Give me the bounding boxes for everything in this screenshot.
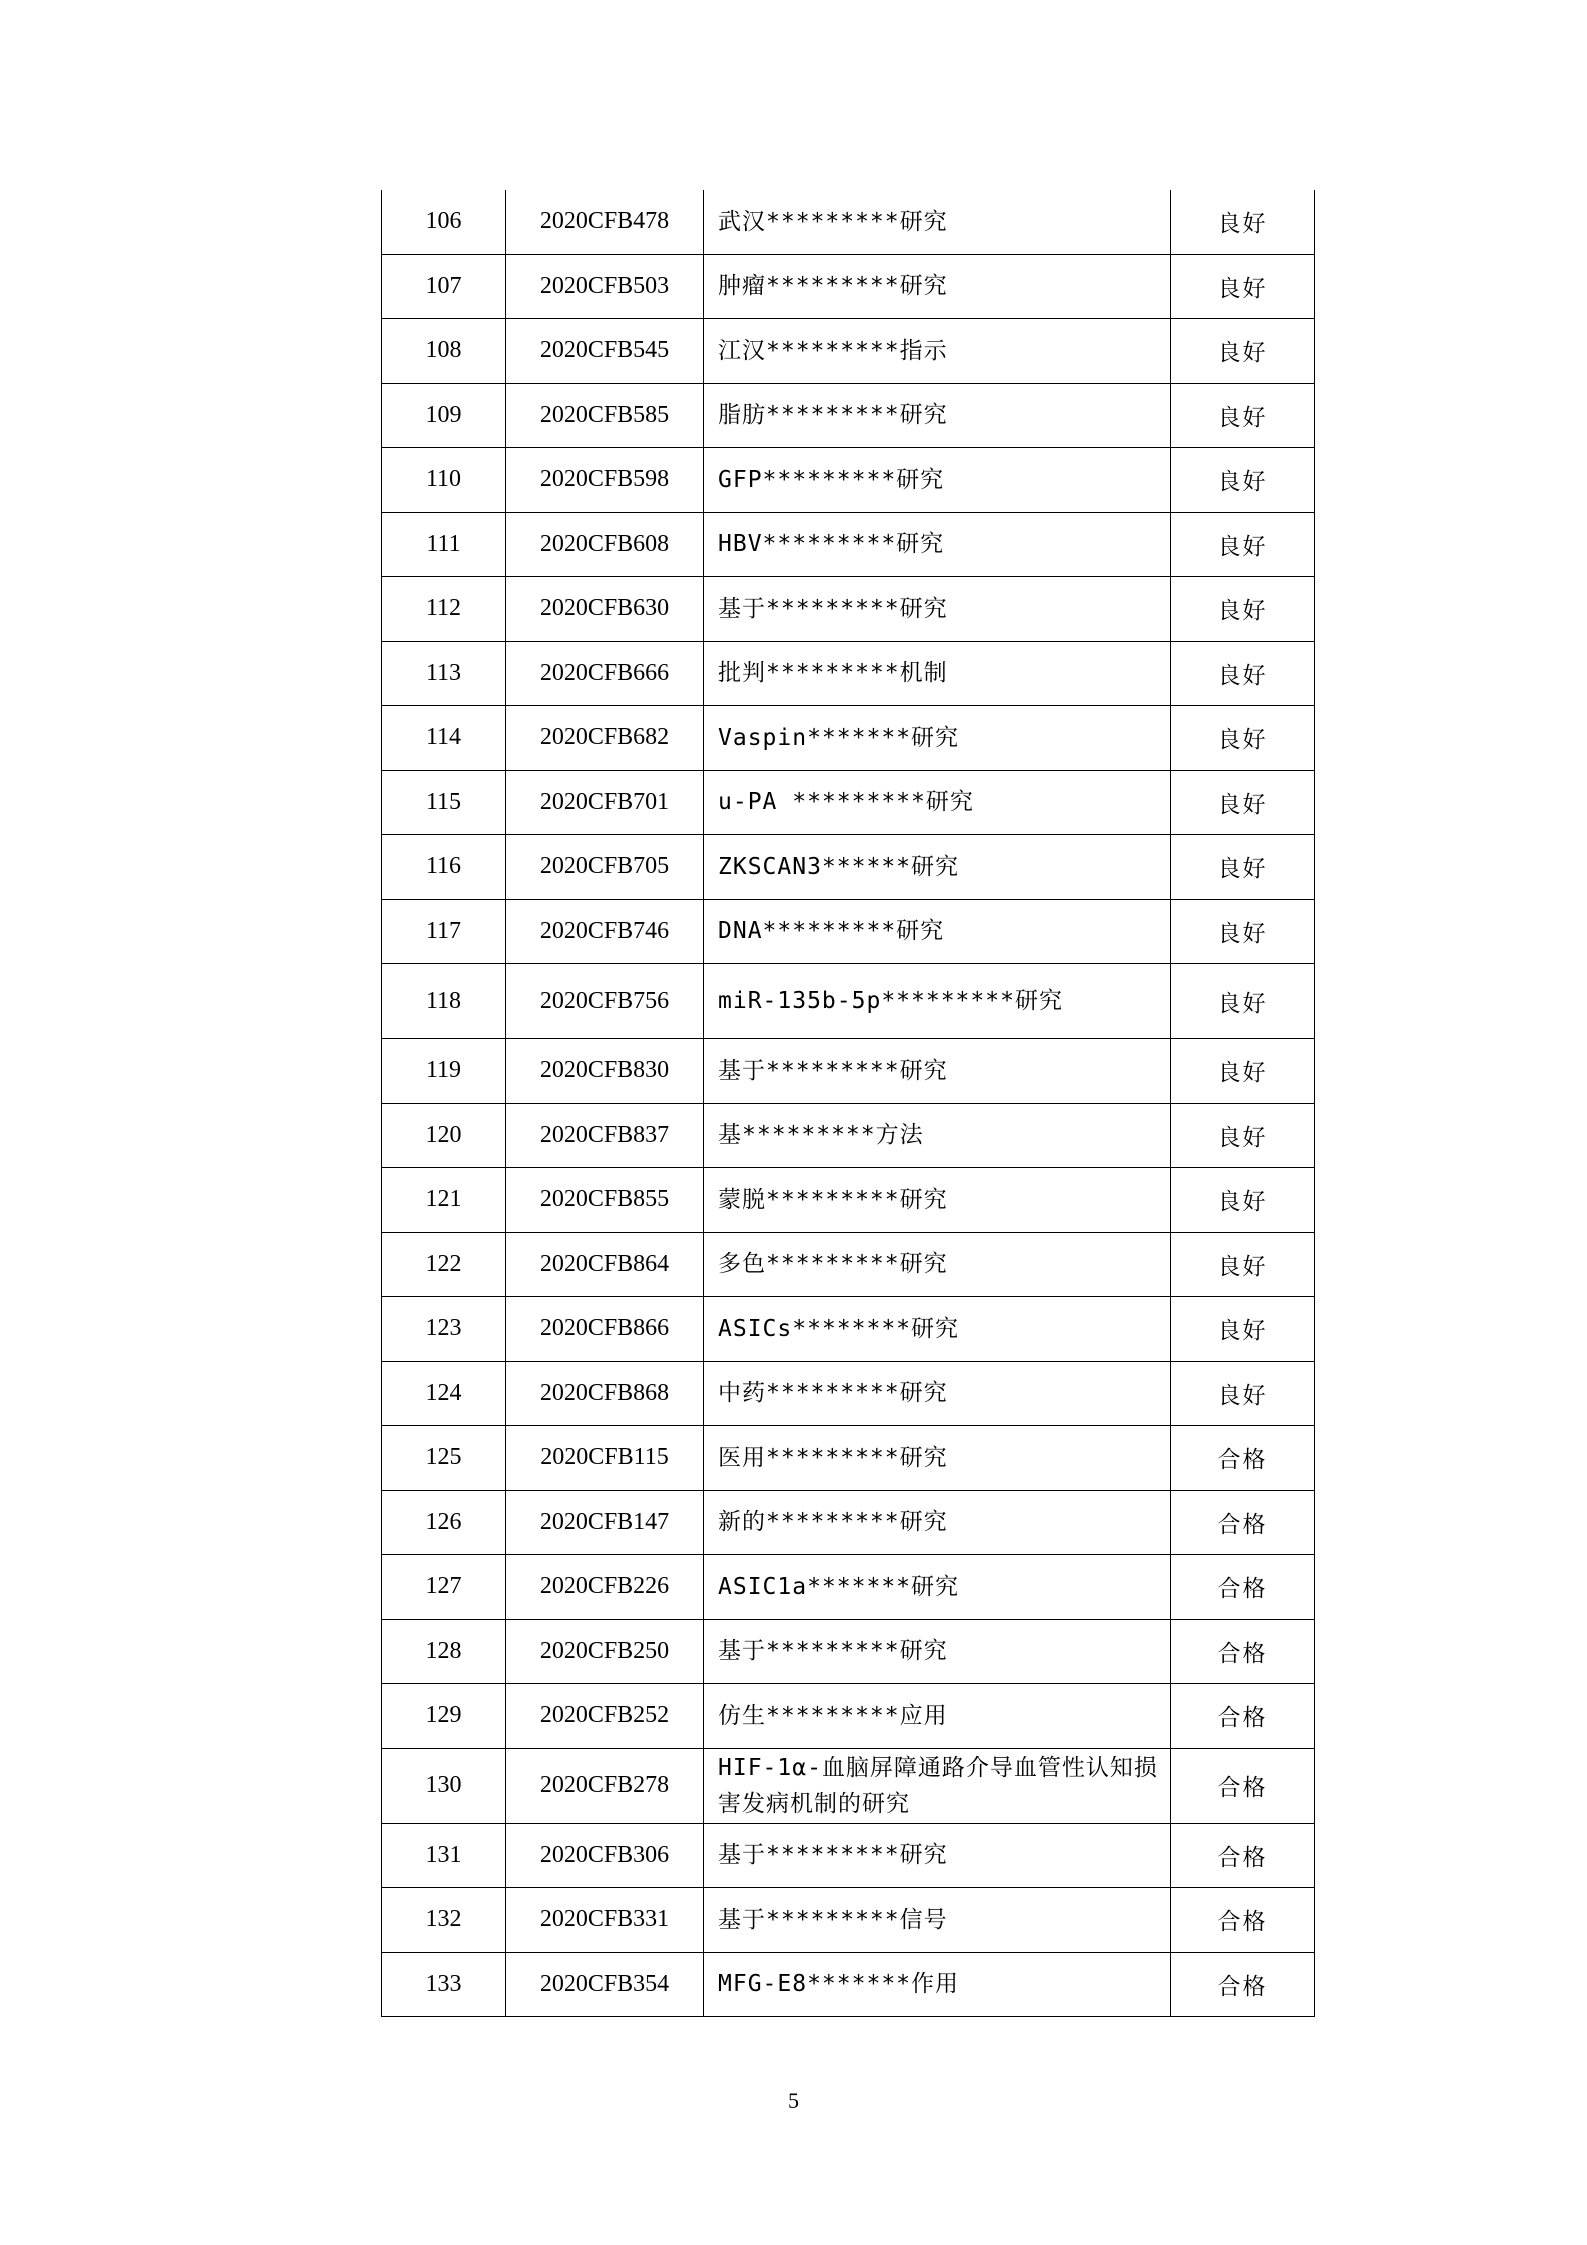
project-title-cell: HBV*********研究 [704, 512, 1171, 577]
grade-cell: 良好 [1171, 1232, 1315, 1297]
table-row [382, 1555, 1315, 1620]
row-number-cell: 117 [382, 899, 506, 964]
table-row [382, 1297, 1315, 1362]
grade-cell: 良好 [1171, 1039, 1315, 1104]
table-row [382, 1039, 1315, 1104]
project-code-cell: 2020CFB147 [506, 1490, 704, 1555]
row-number-cell: 111 [382, 512, 506, 577]
row-number-cell: 129 [382, 1684, 506, 1749]
grade-cell: 良好 [1171, 190, 1315, 254]
grade-cell: 合格 [1171, 1888, 1315, 1953]
table-row [382, 254, 1315, 319]
grade-cell: 良好 [1171, 448, 1315, 513]
table-row [382, 1103, 1315, 1168]
project-code-cell: 2020CFB331 [506, 1888, 704, 1953]
row-number-cell: 113 [382, 641, 506, 706]
row-number-cell: 133 [382, 1952, 506, 2017]
project-code-cell: 2020CFB866 [506, 1297, 704, 1362]
project-title-cell: ZKSCAN3******研究 [704, 835, 1171, 900]
project-code-cell: 2020CFB630 [506, 577, 704, 642]
table-row [382, 1823, 1315, 1888]
project-code-cell: 2020CFB478 [506, 190, 704, 254]
table-row [382, 899, 1315, 964]
grade-cell: 合格 [1171, 1823, 1315, 1888]
row-number-cell: 118 [382, 964, 506, 1039]
project-code-cell: 2020CFB598 [506, 448, 704, 513]
grade-cell: 合格 [1171, 1426, 1315, 1491]
project-code-cell: 2020CFB837 [506, 1103, 704, 1168]
project-title-cell: 基*********方法 [704, 1103, 1171, 1168]
project-title-cell: Vaspin*******研究 [704, 706, 1171, 771]
table-row [382, 577, 1315, 642]
row-number-cell: 109 [382, 383, 506, 448]
project-title-cell: miR-135b-5p*********研究 [704, 964, 1171, 1039]
project-code-cell: 2020CFB115 [506, 1426, 704, 1491]
grade-cell: 良好 [1171, 641, 1315, 706]
grade-cell: 良好 [1171, 577, 1315, 642]
project-code-cell: 2020CFB278 [506, 1748, 704, 1823]
grade-cell: 良好 [1171, 899, 1315, 964]
grade-cell: 合格 [1171, 1748, 1315, 1823]
table-row [382, 319, 1315, 384]
row-number-cell: 132 [382, 1888, 506, 1953]
grade-cell: 良好 [1171, 1103, 1315, 1168]
grade-cell: 良好 [1171, 770, 1315, 835]
project-title-cell: 基于*********研究 [704, 1823, 1171, 1888]
row-number-cell: 120 [382, 1103, 506, 1168]
table-row [382, 706, 1315, 771]
table-row [382, 835, 1315, 900]
project-title-cell: 多色*********研究 [704, 1232, 1171, 1297]
table-row [382, 512, 1315, 577]
project-title-cell: 仿生*********应用 [704, 1684, 1171, 1749]
project-code-cell: 2020CFB252 [506, 1684, 704, 1749]
project-title-cell: 中药*********研究 [704, 1361, 1171, 1426]
project-title-cell: 新的*********研究 [704, 1490, 1171, 1555]
project-code-cell: 2020CFB608 [506, 512, 704, 577]
project-code-cell: 2020CFB705 [506, 835, 704, 900]
row-number-cell: 116 [382, 835, 506, 900]
table-row [382, 1952, 1315, 2017]
row-number-cell: 119 [382, 1039, 506, 1104]
project-code-cell: 2020CFB855 [506, 1168, 704, 1233]
project-title-cell: 基于*********信号 [704, 1888, 1171, 1953]
grade-cell: 合格 [1171, 1490, 1315, 1555]
grade-cell: 良好 [1171, 1297, 1315, 1362]
table-row [382, 1619, 1315, 1684]
row-number-cell: 112 [382, 577, 506, 642]
grade-cell: 良好 [1171, 1361, 1315, 1426]
project-code-cell: 2020CFB503 [506, 254, 704, 319]
project-code-cell: 2020CFB746 [506, 899, 704, 964]
row-number-cell: 130 [382, 1748, 506, 1823]
project-title-cell: 批判*********机制 [704, 641, 1171, 706]
project-title-cell: 基于*********研究 [704, 1619, 1171, 1684]
table-row [382, 964, 1315, 1039]
row-number-cell: 124 [382, 1361, 506, 1426]
row-number-cell: 114 [382, 706, 506, 771]
project-results-table [381, 190, 1315, 2017]
grade-cell: 合格 [1171, 1555, 1315, 1620]
grade-cell: 良好 [1171, 383, 1315, 448]
project-code-cell: 2020CFB701 [506, 770, 704, 835]
project-code-cell: 2020CFB868 [506, 1361, 704, 1426]
project-code-cell: 2020CFB585 [506, 383, 704, 448]
row-number-cell: 127 [382, 1555, 506, 1620]
grade-cell: 良好 [1171, 706, 1315, 771]
project-code-cell: 2020CFB830 [506, 1039, 704, 1104]
row-number-cell: 106 [382, 190, 506, 254]
table-row [382, 1168, 1315, 1233]
table-row [382, 190, 1315, 254]
project-code-cell: 2020CFB306 [506, 1823, 704, 1888]
table-row [382, 1490, 1315, 1555]
project-code-cell: 2020CFB545 [506, 319, 704, 384]
row-number-cell: 128 [382, 1619, 506, 1684]
project-code-cell: 2020CFB226 [506, 1555, 704, 1620]
row-number-cell: 125 [382, 1426, 506, 1491]
project-title-cell: 江汉*********指示 [704, 319, 1171, 384]
grade-cell: 良好 [1171, 319, 1315, 384]
row-number-cell: 121 [382, 1168, 506, 1233]
table-row [382, 1748, 1315, 1823]
table-row [382, 1684, 1315, 1749]
project-title-cell: 基于*********研究 [704, 577, 1171, 642]
grade-cell: 合格 [1171, 1952, 1315, 2017]
project-title-cell: ASICs********研究 [704, 1297, 1171, 1362]
grade-cell: 良好 [1171, 1168, 1315, 1233]
table-row [382, 1232, 1315, 1297]
row-number-cell: 115 [382, 770, 506, 835]
table-row [382, 1361, 1315, 1426]
table-row [382, 641, 1315, 706]
project-code-cell: 2020CFB756 [506, 964, 704, 1039]
row-number-cell: 122 [382, 1232, 506, 1297]
grade-cell: 良好 [1171, 512, 1315, 577]
grade-cell: 良好 [1171, 964, 1315, 1039]
project-title-cell: 脂肪*********研究 [704, 383, 1171, 448]
project-title-cell: HIF-1α-血脑屏障通路介导血管性认知损害发病机制的研究 [704, 1748, 1171, 1823]
project-title-cell: GFP*********研究 [704, 448, 1171, 513]
project-code-cell: 2020CFB666 [506, 641, 704, 706]
row-number-cell: 108 [382, 319, 506, 384]
table-row [382, 448, 1315, 513]
grade-cell: 合格 [1171, 1684, 1315, 1749]
project-code-cell: 2020CFB250 [506, 1619, 704, 1684]
grade-cell: 合格 [1171, 1619, 1315, 1684]
page-number: 5 [788, 2088, 799, 2113]
table-row [382, 383, 1315, 448]
project-title-cell: 基于*********研究 [704, 1039, 1171, 1104]
project-title-cell: ASIC1a*******研究 [704, 1555, 1171, 1620]
row-number-cell: 131 [382, 1823, 506, 1888]
project-title-cell: 蒙脱*********研究 [704, 1168, 1171, 1233]
table-row [382, 770, 1315, 835]
project-title-cell: 武汉*********研究 [704, 190, 1171, 254]
project-title-cell: DNA*********研究 [704, 899, 1171, 964]
table-row [382, 1426, 1315, 1491]
project-code-cell: 2020CFB864 [506, 1232, 704, 1297]
table-row [382, 1888, 1315, 1953]
row-number-cell: 126 [382, 1490, 506, 1555]
row-number-cell: 123 [382, 1297, 506, 1362]
project-code-cell: 2020CFB354 [506, 1952, 704, 2017]
project-title-cell: u-PA *********研究 [704, 770, 1171, 835]
grade-cell: 良好 [1171, 254, 1315, 319]
row-number-cell: 107 [382, 254, 506, 319]
table-body [382, 190, 1315, 2017]
project-title-cell: 肿瘤*********研究 [704, 254, 1171, 319]
project-code-cell: 2020CFB682 [506, 706, 704, 771]
project-title-cell: 医用*********研究 [704, 1426, 1171, 1491]
project-title-cell: MFG-E8*******作用 [704, 1952, 1171, 2017]
row-number-cell: 110 [382, 448, 506, 513]
grade-cell: 良好 [1171, 835, 1315, 900]
